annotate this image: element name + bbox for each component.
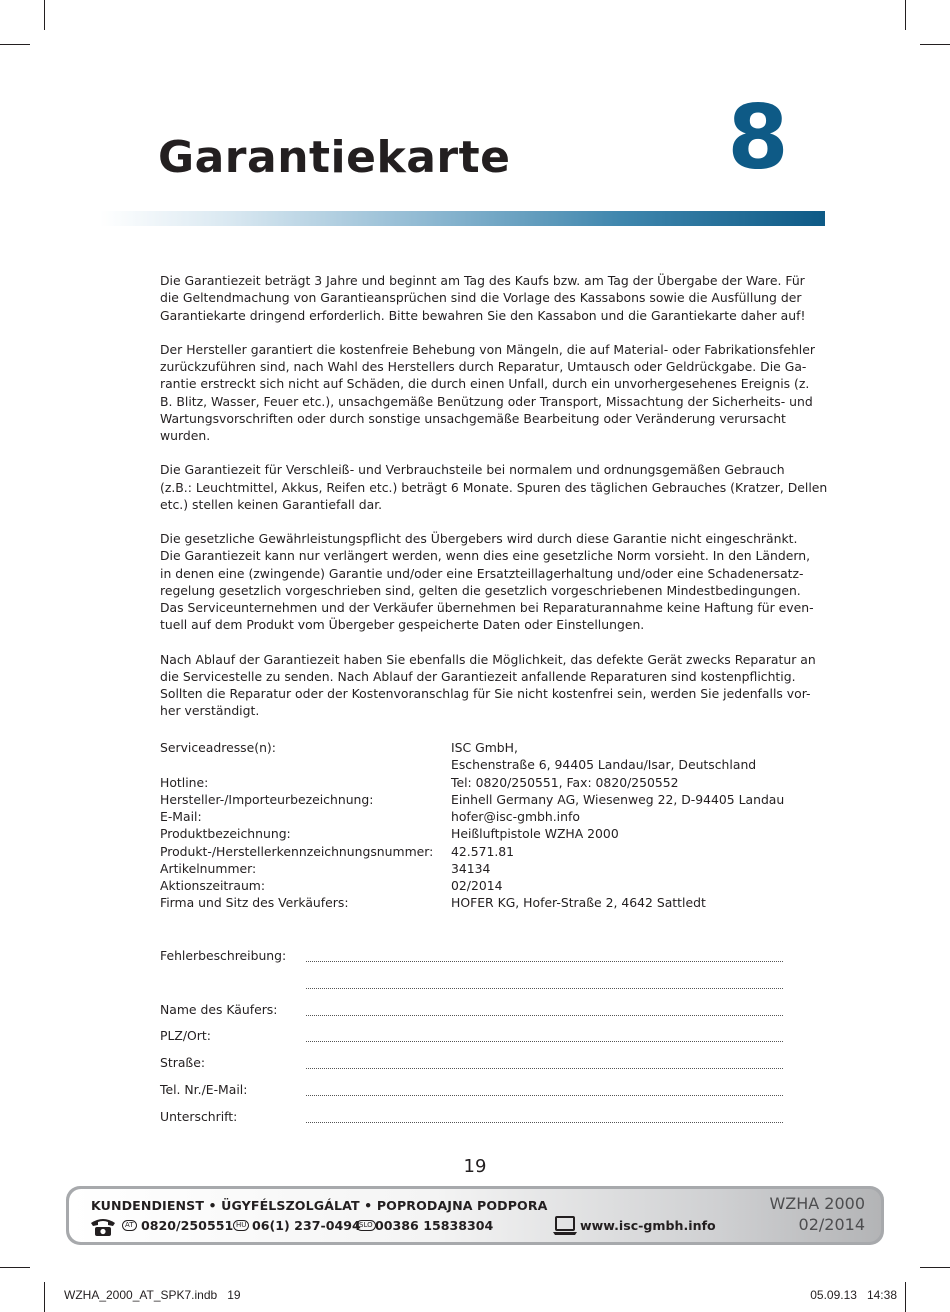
- info-label: Hersteller-/Importeurbezeichnung:: [160, 791, 374, 807]
- crop-mark: [905, 1282, 906, 1312]
- warranty-text: [160, 272, 828, 737]
- slug-timestamp: 05.09.13 14:38: [810, 1288, 897, 1302]
- crop-mark: [920, 1267, 950, 1268]
- model-date: 02/2014: [798, 1215, 865, 1234]
- phone-slo: 00386 15838304: [375, 1218, 494, 1233]
- page-title: Garantiekarte: [158, 132, 511, 183]
- warranty-paragraph: [160, 341, 815, 445]
- form-label: [160, 975, 306, 1002]
- form-fill-line[interactable]: [306, 1082, 783, 1096]
- phone-hu: 06(1) 237-0494: [252, 1218, 361, 1233]
- info-row: [160, 877, 784, 894]
- service-footer: [66, 1186, 884, 1245]
- crop-mark: [0, 1267, 30, 1268]
- info-label: Produktbezeichnung:: [160, 826, 291, 842]
- text-line: tuell auf dem Produkt vom Übergeber gespeicherte Daten oder Einstellungen.: [160, 617, 645, 633]
- slug-file: WZHA_2000_AT_SPK7.indb 19: [64, 1288, 241, 1302]
- info-label: Artikelnummer:: [160, 860, 257, 876]
- warranty-paragraph: [160, 461, 828, 513]
- country-badge-slo: SLO: [356, 1220, 376, 1231]
- info-row: [160, 843, 784, 860]
- info-value: Heißluftpistole WZHA 2000: [451, 826, 619, 842]
- info-value: HOFER KG, Hofer-Straße 2, 4642 Sattledt: [451, 895, 706, 911]
- info-value: 34134: [451, 860, 491, 876]
- form-row: [160, 948, 783, 975]
- text-line: wurden.: [160, 428, 211, 443]
- info-value: hofer@isc-gmbh.info: [451, 809, 580, 824]
- info-value: 42.571.81: [451, 843, 515, 859]
- warranty-form: [160, 948, 783, 1136]
- form-label: Unterschrift:: [160, 1108, 238, 1124]
- text-line: B. Blitz, Wasser, Feuer etc.), unsachgemäße Benützung oder Transport, Missachtung der Sicherheits- und: [160, 393, 813, 409]
- text-line: Die Garantiezeit kann nur verlängert werden, wenn dies eine gesetzliche Norm vorsieht. In den Ländern,: [160, 548, 811, 564]
- info-row: [160, 791, 784, 808]
- form-row: [160, 975, 783, 1002]
- crop-mark: [44, 0, 45, 30]
- crop-mark: [44, 1282, 45, 1312]
- info-value: Einhell Germany AG, Wiesenweg 22, D-94405 Landau: [451, 791, 785, 807]
- warranty-paragraph: [160, 530, 814, 634]
- form-fill-line[interactable]: [306, 975, 783, 989]
- info-label: Firma und Sitz des Verkäufers:: [160, 895, 349, 911]
- model-info: [769, 1193, 865, 1235]
- text-line: her verständigt.: [160, 703, 260, 719]
- text-line: Die Garantiezeit beträgt 3 Jahre und beginnt am Tag des Kaufs bzw. am Tag der Übergabe der Ware. Für: [160, 273, 805, 288]
- info-row: [160, 894, 784, 911]
- info-row: [160, 774, 784, 791]
- text-line: Wartungsvorschriften oder durch sonstige unsachgemäße Bearbeitung oder Veränderung verursacht: [160, 410, 786, 426]
- text-line: Die gesetzliche Gewährleistungspflicht des Übergebers wird durch diese Garantie nicht eingeschränkt.: [160, 531, 798, 546]
- info-label: [160, 756, 451, 773]
- country-badge-at: AT: [122, 1220, 137, 1231]
- info-label: Serviceadresse(n):: [160, 740, 276, 755]
- info-row: [160, 756, 784, 773]
- service-title: KUNDENDIENST • ÜGYFÉLSZOLGÁLAT • POPRODAJNA PODPORA: [91, 1198, 548, 1213]
- form-fill-line[interactable]: [306, 1002, 783, 1016]
- text-line: in denen eine (zwingende) Garantie und/oder eine Ersatzteillagerhaltung und/oder eine Schadenersatz-: [160, 565, 804, 581]
- text-line: Nach Ablauf der Garantiezeit haben Sie ebenfalls die Möglichkeit, das defekte Gerät zwecks Reparatur an: [160, 651, 816, 667]
- form-label: Tel. Nr./E-Mail:: [160, 1081, 248, 1097]
- model-name: WZHA 2000: [769, 1194, 865, 1213]
- info-value: Tel: 0820/250551, Fax: 0820/250552: [451, 774, 679, 790]
- text-line: Das Serviceunternehmen und der Verkäufer übernehmen bei Reparaturannahme keine Haftung für even-: [160, 600, 814, 615]
- text-line: die Servicestelle zu senden. Nach Ablauf der Garantiezeit anfallende Reparaturen sind kostenpflichtig.: [160, 668, 796, 684]
- page-number: 19: [463, 1156, 487, 1177]
- text-line: Sollten die Reparatur oder der Kostenvoranschlag für Sie nicht kostenfrei sein, werden Sie jedenfalls vor-: [160, 686, 811, 701]
- phone-icon: [89, 1217, 117, 1237]
- text-line: zurückzuführen sind, nach Wahl des Herstellers durch Reparatur, Umtausch oder Geldrückgabe. Die Ga-: [160, 359, 807, 374]
- info-row: [160, 825, 784, 842]
- text-line: Die Garantiezeit für Verschleiß- und Verbrauchsteile bei normalem und ordnungsgemäßen Gebrauch: [160, 462, 785, 478]
- info-value: 02/2014: [451, 878, 503, 893]
- crop-mark: [920, 44, 950, 45]
- website-link[interactable]: www.isc-gmbh.info: [580, 1218, 716, 1233]
- form-label: Straße:: [160, 1055, 206, 1071]
- form-row: [160, 1028, 783, 1055]
- warranty-paragraph: [160, 272, 806, 324]
- info-row: [160, 860, 784, 877]
- text-line: etc.) stellen keinen Garantiefall dar.: [160, 496, 383, 512]
- info-label: E-Mail:: [160, 809, 202, 824]
- form-row: [160, 1082, 783, 1109]
- form-fill-line[interactable]: [306, 1055, 783, 1069]
- text-line: (z.B.: Leuchtmittel, Akkus, Reifen etc.) beträgt 6 Monate. Spuren des täglichen Gebrauches (Kratzer, Dellen: [160, 479, 828, 495]
- text-line: rantie erstreckt sich nicht auf Schäden, die durch einen Unfall, durch ein unvorhergesehenes Ereignis (z.: [160, 376, 810, 392]
- info-value: ISC GmbH,: [451, 740, 518, 755]
- text-line: die Geltendmachung von Garantieansprüchen sind die Vorlage des Kassabons sowie die Ausfüllung der: [160, 290, 802, 306]
- phone-at: 0820/250551: [141, 1218, 234, 1233]
- warranty-paragraph: [160, 651, 816, 720]
- form-row: [160, 1055, 783, 1082]
- text-line: Garantiekarte dringend erforderlich. Bitte bewahren Sie den Kassabon und die Garantiekarte daher auf!: [160, 307, 806, 323]
- info-label: Produkt-/Herstellerkennzeichnungsnummer:: [160, 843, 434, 859]
- crop-mark: [905, 0, 906, 30]
- info-row: [160, 808, 784, 825]
- info-label: Aktionszeitraum:: [160, 878, 266, 893]
- info-label: Hotline:: [160, 774, 209, 790]
- info-value: Eschenstraße 6, 94405 Landau/Isar, Deutschland: [451, 757, 757, 773]
- country-badge-hu: HU: [233, 1220, 249, 1231]
- form-label: Fehlerbeschreibung:: [160, 948, 287, 963]
- form-label: PLZ/Ort:: [160, 1028, 211, 1044]
- header-gradient-bar: [100, 211, 825, 226]
- form-row: [160, 1002, 783, 1029]
- form-fill-line[interactable]: [306, 1028, 783, 1042]
- service-info-table: [160, 739, 784, 912]
- form-fill-line[interactable]: [306, 1109, 783, 1123]
- form-row: [160, 1109, 783, 1136]
- form-label: Name des Käufers:: [160, 1001, 278, 1017]
- text-line: regelung gesetzlich vorgeschrieben sind, gelten die gesetzlich vorgeschriebenen Mindestbedingungen.: [160, 582, 801, 598]
- info-row: [160, 739, 784, 756]
- laptop-icon: [552, 1216, 578, 1236]
- crop-mark: [0, 44, 30, 45]
- form-fill-line[interactable]: [306, 948, 783, 962]
- text-line: Der Hersteller garantiert die kostenfreie Behebung von Mängeln, die auf Material- oder Fabrikationsfehler: [160, 341, 815, 357]
- chapter-number: 8: [727, 86, 789, 189]
